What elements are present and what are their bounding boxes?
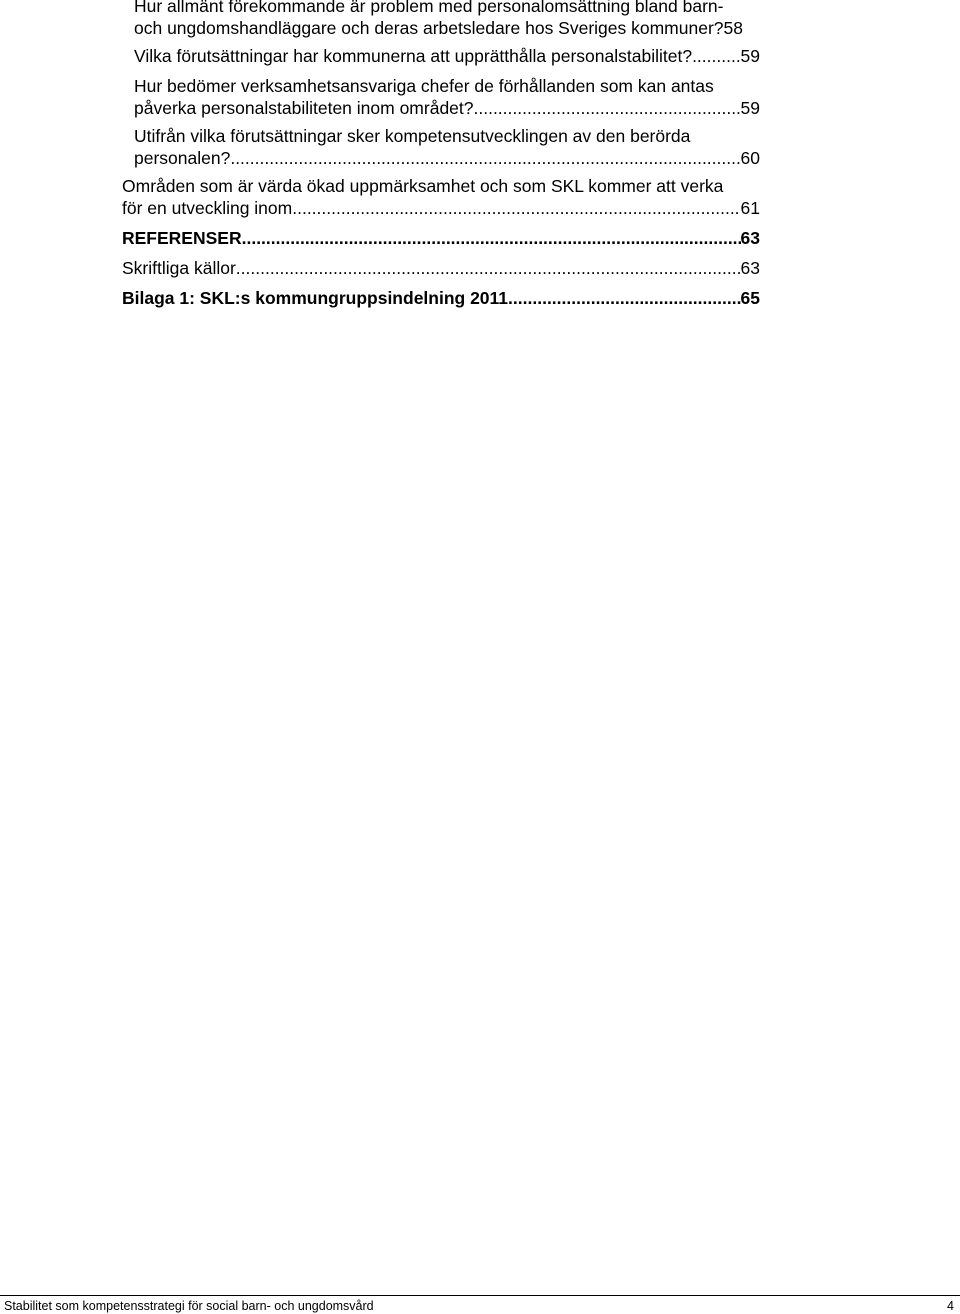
toc-page-number: 65 xyxy=(740,288,760,308)
toc-entry-text: personalen? xyxy=(134,148,231,168)
toc-page-number: 59 xyxy=(740,46,760,66)
footer-rule xyxy=(0,1295,960,1296)
toc-page-number: 63 xyxy=(740,258,760,278)
footer-page-number: 4 xyxy=(947,1299,954,1313)
toc-entry-text: Områden som är värda ökad uppmärksamhet och som SKL kommer att verka xyxy=(122,176,724,196)
toc-entry-text: för en utveckling inom xyxy=(122,198,293,218)
toc-leader-dots xyxy=(474,97,741,119)
toc-entry-text: Hur bedömer verksamhetsansvariga chefer de förhållanden som kan antas xyxy=(134,76,714,96)
toc-entry-text: påverka personalstabiliteten inom området? xyxy=(134,98,474,118)
table-of-contents xyxy=(0,0,960,308)
toc-entry-text: Skriftliga källor xyxy=(122,258,236,278)
toc-page-number: 60 xyxy=(740,148,760,168)
toc-leader-dots xyxy=(230,147,740,169)
toc-entry-text: Hur allmänt förekommande är problem med personalomsättning bland barn- xyxy=(134,0,724,16)
toc-entry[interactable] xyxy=(122,227,760,249)
toc-entry-text: REFERENSER xyxy=(122,228,242,248)
page-footer xyxy=(0,1298,960,1314)
toc-entry[interactable] xyxy=(122,175,760,219)
toc-leader-dots xyxy=(692,45,740,67)
toc-page-number: 63 xyxy=(740,228,760,248)
toc-leader-dots xyxy=(508,287,740,309)
toc-entry[interactable] xyxy=(134,75,760,119)
toc-page-number: 59 xyxy=(740,98,760,118)
footer-title: Stabilitet som kompetensstrategi för social barn- och ungdomsvård xyxy=(4,1299,374,1313)
toc-leader-dots xyxy=(242,227,741,249)
toc-entry-text: Utifrån vilka förutsättningar sker kompetensutvecklingen av den berörda xyxy=(134,126,691,146)
toc-leader-dots xyxy=(292,197,740,219)
toc-entry[interactable] xyxy=(134,0,760,39)
toc-entry-text: Bilaga 1: SKL:s kommungruppsindelning 2011 xyxy=(122,288,509,308)
toc-page-number: 58 xyxy=(723,18,743,38)
toc-leader-dots xyxy=(236,257,741,279)
toc-entry-text: Vilka förutsättningar har kommunerna att upprätthålla personalstabilitet? xyxy=(134,46,693,66)
toc-entry[interactable] xyxy=(122,287,760,309)
toc-page-number: 61 xyxy=(740,198,760,218)
toc-entry[interactable] xyxy=(122,257,760,279)
toc-entry-text: och ungdomshandläggare och deras arbetsledare hos Sveriges kommuner? xyxy=(134,18,724,38)
toc-entry[interactable] xyxy=(134,125,760,169)
toc-entry[interactable] xyxy=(134,45,760,67)
